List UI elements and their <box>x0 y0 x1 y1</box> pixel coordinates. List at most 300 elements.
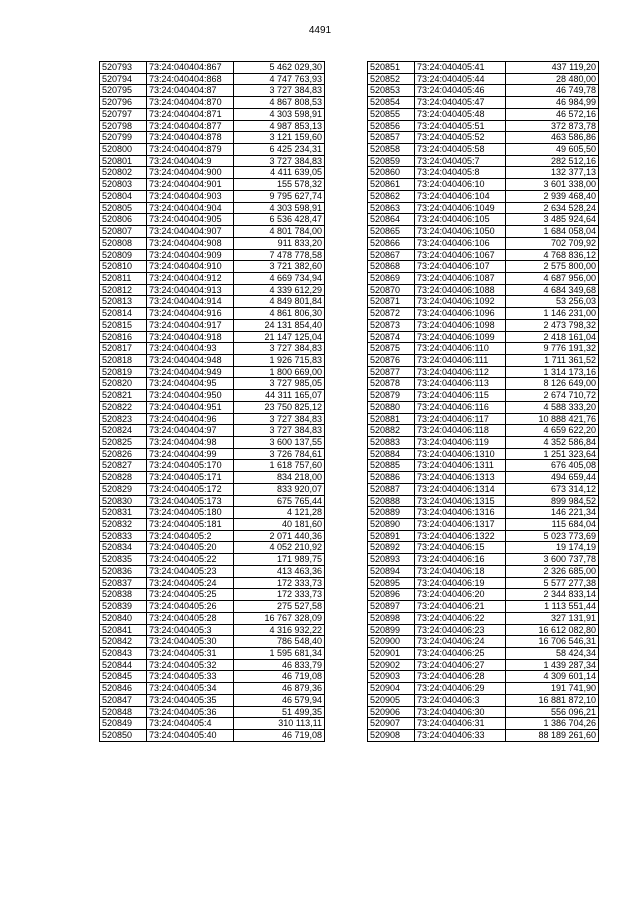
table-row <box>100 132 325 144</box>
row-number-cell: 520833 <box>100 530 147 542</box>
cadastral-number-cell: 73:24:040406:20 <box>415 589 506 601</box>
row-number-cell: 520871 <box>368 296 415 308</box>
cadastral-number-cell: 73:24:040405:44 <box>415 73 506 85</box>
row-number-cell: 520906 <box>368 706 415 718</box>
row-number-cell: 520874 <box>368 331 415 343</box>
value-cell: 1 251 323,64 <box>506 448 599 460</box>
cadastral-number-cell: 73:24:040406:1314 <box>415 483 506 495</box>
table-row <box>368 448 599 460</box>
table-row <box>368 636 599 648</box>
table-row <box>100 343 325 355</box>
row-number-cell: 520822 <box>100 401 147 413</box>
row-number-cell: 520907 <box>368 718 415 730</box>
cadastral-number-cell: 73:24:040406:18 <box>415 565 506 577</box>
row-number-cell: 520818 <box>100 354 147 366</box>
table-row <box>100 507 325 519</box>
cadastral-number-cell: 73:24:040406:1087 <box>415 272 506 284</box>
table-row <box>368 565 599 577</box>
cadastral-number-cell: 73:24:040404:9 <box>147 155 234 167</box>
value-cell: 1 800 669,00 <box>234 366 325 378</box>
row-number-cell: 520869 <box>368 272 415 284</box>
cadastral-number-cell: 73:24:040404:97 <box>147 425 234 437</box>
cadastral-number-cell: 73:24:040404:950 <box>147 390 234 402</box>
cadastral-number-cell: 73:24:040406:31 <box>415 718 506 730</box>
cadastral-number-cell: 73:24:040406:113 <box>415 378 506 390</box>
cadastral-number-cell: 73:24:040404:98 <box>147 437 234 449</box>
row-number-cell: 520877 <box>368 366 415 378</box>
cadastral-number-cell: 73:24:040406:1088 <box>415 284 506 296</box>
row-number-cell: 520855 <box>368 108 415 120</box>
value-cell: 7 478 778,58 <box>234 249 325 261</box>
row-number-cell: 520837 <box>100 577 147 589</box>
row-number-cell: 520793 <box>100 62 147 74</box>
value-cell: 115 684,04 <box>506 519 599 531</box>
row-number-cell: 520802 <box>100 167 147 179</box>
value-cell: 702 709,92 <box>506 237 599 249</box>
row-number-cell: 520886 <box>368 472 415 484</box>
table-row <box>100 120 325 132</box>
value-cell: 4 352 586,84 <box>506 437 599 449</box>
cadastral-number-cell: 73:24:040405:58 <box>415 144 506 156</box>
table-row <box>368 272 599 284</box>
value-cell: 1 618 757,60 <box>234 460 325 472</box>
row-number-cell: 520899 <box>368 624 415 636</box>
table-row <box>368 519 599 531</box>
cadastral-number-cell: 73:24:040406:110 <box>415 343 506 355</box>
cadastral-number-cell: 73:24:040405:7 <box>415 155 506 167</box>
row-number-cell: 520882 <box>368 425 415 437</box>
value-cell: 2 326 685,00 <box>506 565 599 577</box>
table-row <box>368 495 599 507</box>
cadastral-number-cell: 73:24:040404:912 <box>147 272 234 284</box>
value-cell: 24 131 854,40 <box>234 319 325 331</box>
table-row <box>368 378 599 390</box>
value-cell: 2 071 440,36 <box>234 530 325 542</box>
cadastral-number-cell: 73:24:040404:877 <box>147 120 234 132</box>
cadastral-number-cell: 73:24:040405:51 <box>415 120 506 132</box>
row-number-cell: 520817 <box>100 343 147 355</box>
cadastral-number-cell: 73:24:040405:20 <box>147 542 234 554</box>
table-row <box>368 601 599 613</box>
cadastral-number-cell: 73:24:040406:16 <box>415 554 506 566</box>
row-number-cell: 520847 <box>100 694 147 706</box>
row-number-cell: 520805 <box>100 202 147 214</box>
cadastral-number-cell: 73:24:040405:22 <box>147 554 234 566</box>
row-number-cell: 520902 <box>368 659 415 671</box>
cadastral-number-cell: 73:24:040406:107 <box>415 261 506 273</box>
value-cell: 53 256,03 <box>506 296 599 308</box>
table-row <box>368 319 599 331</box>
row-number-cell: 520823 <box>100 413 147 425</box>
table-row <box>100 331 325 343</box>
table-row <box>100 272 325 284</box>
table-row <box>100 683 325 695</box>
table-row <box>368 472 599 484</box>
row-number-cell: 520832 <box>100 519 147 531</box>
value-cell: 6 425 234,31 <box>234 144 325 156</box>
table-row <box>100 319 325 331</box>
table-row <box>100 296 325 308</box>
row-number-cell: 520856 <box>368 120 415 132</box>
table-row <box>100 565 325 577</box>
row-number-cell: 520797 <box>100 108 147 120</box>
row-number-cell: 520794 <box>100 73 147 85</box>
cadastral-number-cell: 73:24:040406:21 <box>415 601 506 613</box>
table-row <box>100 659 325 671</box>
value-cell: 3 721 382,60 <box>234 261 325 273</box>
row-number-cell: 520864 <box>368 214 415 226</box>
table-row <box>100 612 325 624</box>
cadastral-number-cell: 73:24:040406:1096 <box>415 308 506 320</box>
cadastral-number-cell: 73:24:040406:1067 <box>415 249 506 261</box>
cadastral-number-cell: 73:24:040405:26 <box>147 601 234 613</box>
row-number-cell: 520853 <box>368 85 415 97</box>
value-cell: 676 405,08 <box>506 460 599 472</box>
table-row <box>368 331 599 343</box>
cadastral-number-cell: 73:24:040406:1315 <box>415 495 506 507</box>
cadastral-number-cell: 73:24:040404:905 <box>147 214 234 226</box>
cadastral-number-cell: 73:24:040406:104 <box>415 190 506 202</box>
table-row <box>368 226 599 238</box>
row-number-cell: 520873 <box>368 319 415 331</box>
row-number-cell: 520898 <box>368 612 415 624</box>
cadastral-number-cell: 73:24:040406:116 <box>415 401 506 413</box>
cadastral-number-cell: 73:24:040404:99 <box>147 448 234 460</box>
row-number-cell: 520821 <box>100 390 147 402</box>
value-cell: 4 339 612,29 <box>234 284 325 296</box>
cadastral-number-cell: 73:24:040406:24 <box>415 636 506 648</box>
cadastral-number-cell: 73:24:040406:25 <box>415 647 506 659</box>
table-row <box>100 155 325 167</box>
table-row <box>100 624 325 636</box>
value-cell: 49 605,50 <box>506 144 599 156</box>
row-number-cell: 520852 <box>368 73 415 85</box>
value-cell: 4 669 734,94 <box>234 272 325 284</box>
cadastral-number-cell: 73:24:040405:24 <box>147 577 234 589</box>
table-row <box>368 612 599 624</box>
cadastral-number-cell: 73:24:040406:33 <box>415 729 506 741</box>
table-row <box>100 554 325 566</box>
table-row <box>100 202 325 214</box>
value-cell: 3 600 737,78 <box>506 554 599 566</box>
table-row <box>368 554 599 566</box>
cadastral-number-cell: 73:24:040406:29 <box>415 683 506 695</box>
row-number-cell: 520795 <box>100 85 147 97</box>
value-cell: 40 181,60 <box>234 519 325 531</box>
cadastral-number-cell: 73:24:040406:1098 <box>415 319 506 331</box>
table-row <box>100 530 325 542</box>
table-row <box>100 226 325 238</box>
table-row <box>368 683 599 695</box>
row-number-cell: 520860 <box>368 167 415 179</box>
row-number-cell: 520891 <box>368 530 415 542</box>
cadastral-number-cell: 73:24:040404:904 <box>147 202 234 214</box>
value-cell: 1 386 704,26 <box>506 718 599 730</box>
table-row <box>368 390 599 402</box>
value-cell: 5 462 029,30 <box>234 62 325 74</box>
cadastral-number-cell: 73:24:040404:951 <box>147 401 234 413</box>
value-cell: 2 634 528,24 <box>506 202 599 214</box>
value-cell: 675 765,44 <box>234 495 325 507</box>
cadastral-number-cell: 73:24:040406:1310 <box>415 448 506 460</box>
row-number-cell: 520895 <box>368 577 415 589</box>
table-row <box>368 296 599 308</box>
row-number-cell: 520883 <box>368 437 415 449</box>
value-cell: 146 221,34 <box>506 507 599 519</box>
row-number-cell: 520850 <box>100 729 147 741</box>
table-row <box>368 354 599 366</box>
row-number-cell: 520809 <box>100 249 147 261</box>
row-number-cell: 520875 <box>368 343 415 355</box>
value-cell: 3 727 985,05 <box>234 378 325 390</box>
cadastral-number-cell: 73:24:040404:948 <box>147 354 234 366</box>
row-number-cell: 520862 <box>368 190 415 202</box>
value-cell: 16 612 082,80 <box>506 624 599 636</box>
table-row <box>368 144 599 156</box>
row-number-cell: 520798 <box>100 120 147 132</box>
value-cell: 44 311 165,07 <box>234 390 325 402</box>
table-row <box>100 577 325 589</box>
table-row <box>368 624 599 636</box>
table-row <box>368 132 599 144</box>
value-cell: 4 121,28 <box>234 507 325 519</box>
cadastral-number-cell: 73:24:040404:917 <box>147 319 234 331</box>
value-cell: 413 463,36 <box>234 565 325 577</box>
row-number-cell: 520815 <box>100 319 147 331</box>
value-cell: 172 333,73 <box>234 577 325 589</box>
row-number-cell: 520826 <box>100 448 147 460</box>
cadastral-number-cell: 73:24:040404:879 <box>147 144 234 156</box>
table-row <box>368 507 599 519</box>
row-number-cell: 520840 <box>100 612 147 624</box>
row-number-cell: 520842 <box>100 636 147 648</box>
table-row <box>100 483 325 495</box>
table-row <box>100 706 325 718</box>
value-cell: 21 147 125,04 <box>234 331 325 343</box>
cadastral-number-cell: 73:24:040405:48 <box>415 108 506 120</box>
table-row <box>368 261 599 273</box>
cadastral-number-cell: 73:24:040404:878 <box>147 132 234 144</box>
row-number-cell: 520803 <box>100 179 147 191</box>
value-cell: 4 588 333,20 <box>506 401 599 413</box>
value-cell: 4 052 210,92 <box>234 542 325 554</box>
table-row <box>368 437 599 449</box>
table-row <box>100 237 325 249</box>
value-cell: 4 987 853,13 <box>234 120 325 132</box>
value-cell: 10 888 421,76 <box>506 413 599 425</box>
value-cell: 1 684 058,04 <box>506 226 599 238</box>
row-number-cell: 520897 <box>368 601 415 613</box>
table-row <box>368 85 599 97</box>
row-number-cell: 520894 <box>368 565 415 577</box>
value-cell: 3 600 137,55 <box>234 437 325 449</box>
cadastral-number-cell: 73:24:040405:41 <box>415 62 506 74</box>
cadastral-number-cell: 73:24:040405:171 <box>147 472 234 484</box>
cadastral-number-cell: 73:24:040404:918 <box>147 331 234 343</box>
cadastral-number-cell: 73:24:040406:1099 <box>415 331 506 343</box>
value-cell: 1 595 681,34 <box>234 647 325 659</box>
table-row <box>368 237 599 249</box>
row-number-cell: 520880 <box>368 401 415 413</box>
cadastral-number-cell: 73:24:040405:47 <box>415 97 506 109</box>
cadastral-number-cell: 73:24:040405:25 <box>147 589 234 601</box>
table-row <box>368 542 599 554</box>
cadastral-number-cell: 73:24:040406:119 <box>415 437 506 449</box>
table-row <box>100 73 325 85</box>
table-row <box>100 460 325 472</box>
value-cell: 2 473 798,32 <box>506 319 599 331</box>
cadastral-number-cell: 73:24:040406:15 <box>415 542 506 554</box>
table-row <box>368 284 599 296</box>
table-row <box>100 425 325 437</box>
cadastral-number-cell: 73:24:040405:23 <box>147 565 234 577</box>
cadastral-number-cell: 73:24:040405:180 <box>147 507 234 519</box>
cadastral-number-cell: 73:24:040406:1322 <box>415 530 506 542</box>
cadastral-number-cell: 73:24:040406:10 <box>415 179 506 191</box>
value-cell: 3 727 384,83 <box>234 85 325 97</box>
value-cell: 372 873,78 <box>506 120 599 132</box>
row-number-cell: 520800 <box>100 144 147 156</box>
row-number-cell: 520903 <box>368 671 415 683</box>
row-number-cell: 520801 <box>100 155 147 167</box>
row-number-cell: 520857 <box>368 132 415 144</box>
table-row <box>368 62 599 74</box>
table-row <box>368 413 599 425</box>
row-number-cell: 520878 <box>368 378 415 390</box>
row-number-cell: 520900 <box>368 636 415 648</box>
value-cell: 899 984,52 <box>506 495 599 507</box>
cadastral-number-cell: 73:24:040404:901 <box>147 179 234 191</box>
table-row <box>100 601 325 613</box>
value-cell: 2 344 833,14 <box>506 589 599 601</box>
value-cell: 463 586,86 <box>506 132 599 144</box>
cadastral-number-cell: 73:24:040405:170 <box>147 460 234 472</box>
row-number-cell: 520893 <box>368 554 415 566</box>
cadastral-number-cell: 73:24:040404:871 <box>147 108 234 120</box>
row-number-cell: 520824 <box>100 425 147 437</box>
cadastral-number-cell: 73:24:040405:33 <box>147 671 234 683</box>
row-number-cell: 520816 <box>100 331 147 343</box>
cadastral-number-cell: 73:24:040404:913 <box>147 284 234 296</box>
row-number-cell: 520854 <box>368 97 415 109</box>
table-row <box>100 448 325 460</box>
value-cell: 4 687 956,00 <box>506 272 599 284</box>
cadastral-number-cell: 73:24:040404:870 <box>147 97 234 109</box>
table-row <box>368 729 599 741</box>
cadastral-number-cell: 73:24:040405:34 <box>147 683 234 695</box>
row-number-cell: 520865 <box>368 226 415 238</box>
row-number-cell: 520813 <box>100 296 147 308</box>
row-number-cell: 520807 <box>100 226 147 238</box>
cadastral-number-cell: 73:24:040405:40 <box>147 729 234 741</box>
value-cell: 88 189 261,60 <box>506 729 599 741</box>
cadastral-number-cell: 73:24:040405:46 <box>415 85 506 97</box>
value-cell: 9 776 191,32 <box>506 343 599 355</box>
table-row <box>368 73 599 85</box>
table-row <box>368 460 599 472</box>
cadastral-number-cell: 73:24:040406:22 <box>415 612 506 624</box>
cadastral-number-cell: 73:24:040406:23 <box>415 624 506 636</box>
cadastral-number-cell: 73:24:040405:30 <box>147 636 234 648</box>
table-row <box>368 308 599 320</box>
value-cell: 1 113 551,44 <box>506 601 599 613</box>
cadastral-number-cell: 73:24:040404:95 <box>147 378 234 390</box>
table-row <box>368 694 599 706</box>
value-cell: 23 750 825,12 <box>234 401 325 413</box>
table-row <box>368 483 599 495</box>
table-row <box>100 671 325 683</box>
row-number-cell: 520819 <box>100 366 147 378</box>
cadastral-number-cell: 73:24:040404:900 <box>147 167 234 179</box>
table-row <box>368 120 599 132</box>
value-cell: 4 849 801,84 <box>234 296 325 308</box>
cadastral-number-cell: 73:24:040404:914 <box>147 296 234 308</box>
value-cell: 155 578,32 <box>234 179 325 191</box>
row-number-cell: 520841 <box>100 624 147 636</box>
value-cell: 4 747 763,93 <box>234 73 325 85</box>
value-cell: 4 861 806,30 <box>234 308 325 320</box>
cadastral-number-cell: 73:24:040405:181 <box>147 519 234 531</box>
table-row <box>100 308 325 320</box>
cadastral-number-cell: 73:24:040405:173 <box>147 495 234 507</box>
table-row <box>100 390 325 402</box>
row-number-cell: 520905 <box>368 694 415 706</box>
value-cell: 16 767 328,09 <box>234 612 325 624</box>
row-number-cell: 520849 <box>100 718 147 730</box>
cadastral-number-cell: 73:24:040406:115 <box>415 390 506 402</box>
cadastral-number-cell: 73:24:040406:1311 <box>415 460 506 472</box>
value-cell: 46 579,94 <box>234 694 325 706</box>
row-number-cell: 520867 <box>368 249 415 261</box>
table-row <box>368 706 599 718</box>
row-number-cell: 520870 <box>368 284 415 296</box>
value-cell: 3 727 384,83 <box>234 413 325 425</box>
table-row <box>368 155 599 167</box>
row-number-cell: 520808 <box>100 237 147 249</box>
row-number-cell: 520908 <box>368 729 415 741</box>
cadastral-number-cell: 73:24:040404:908 <box>147 237 234 249</box>
table-row <box>368 343 599 355</box>
row-number-cell: 520844 <box>100 659 147 671</box>
left-data-table <box>99 61 325 742</box>
row-number-cell: 520799 <box>100 132 147 144</box>
cadastral-number-cell: 73:24:040405:3 <box>147 624 234 636</box>
table-row <box>100 62 325 74</box>
table-row <box>100 249 325 261</box>
cadastral-number-cell: 73:24:040406:111 <box>415 354 506 366</box>
table-row <box>100 636 325 648</box>
value-cell: 1 926 715,83 <box>234 354 325 366</box>
value-cell: 4 768 836,12 <box>506 249 599 261</box>
table-row <box>368 179 599 191</box>
row-number-cell: 520872 <box>368 308 415 320</box>
row-number-cell: 520829 <box>100 483 147 495</box>
cadastral-number-cell: 73:24:040404:903 <box>147 190 234 202</box>
row-number-cell: 520828 <box>100 472 147 484</box>
table-row <box>368 167 599 179</box>
value-cell: 282 512,16 <box>506 155 599 167</box>
value-cell: 4 801 784,00 <box>234 226 325 238</box>
right-data-table <box>367 61 599 742</box>
cadastral-number-cell: 73:24:040406:3 <box>415 694 506 706</box>
table-row <box>368 366 599 378</box>
table-row <box>100 366 325 378</box>
row-number-cell: 520890 <box>368 519 415 531</box>
value-cell: 5 577 277,38 <box>506 577 599 589</box>
value-cell: 2 418 161,04 <box>506 331 599 343</box>
row-number-cell: 520812 <box>100 284 147 296</box>
value-cell: 171 989,75 <box>234 554 325 566</box>
